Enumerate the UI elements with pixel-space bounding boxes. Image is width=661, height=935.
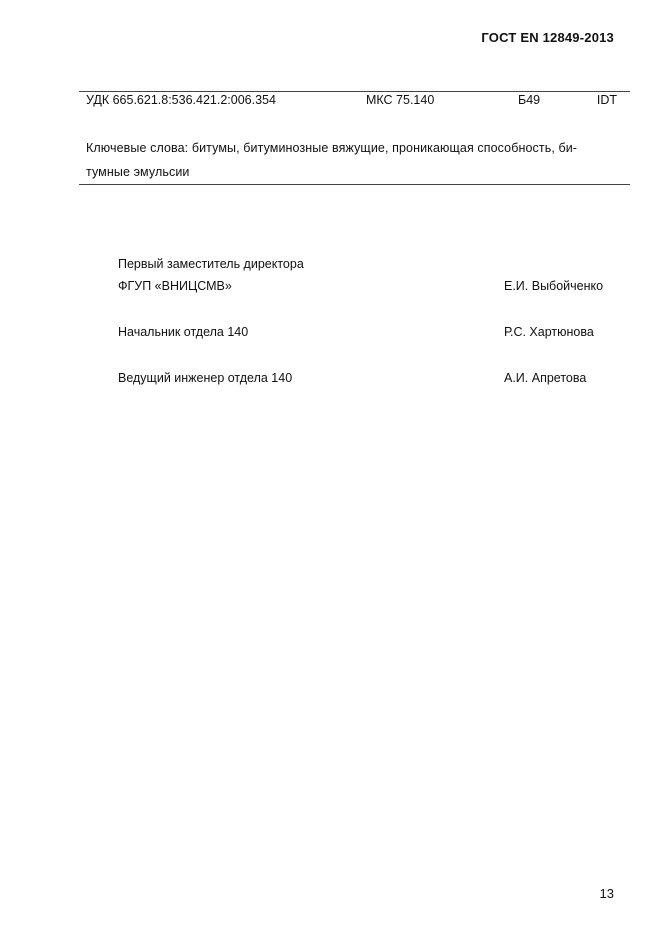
- page-number: 13: [599, 886, 614, 901]
- standard-code: ГОСТ EN 12849-2013: [481, 30, 614, 45]
- signature-row: [118, 254, 618, 274]
- udk-code: УДК 665.621.8:536.421.2:006.354: [86, 93, 276, 107]
- group-code: Б49: [518, 93, 541, 107]
- signature-name: А.И. Апретова: [504, 371, 587, 385]
- keywords-line-1: Ключевые слова: битумы, битуминозные вяжущие, проникающая способность, би-: [86, 141, 578, 155]
- signature-title: Начальник отдела 140: [118, 325, 249, 339]
- signature-name: Р.С. Хартюнова: [504, 325, 594, 339]
- keywords-line-2: тумные эмульсии: [86, 165, 190, 179]
- bottom-rule: [79, 184, 630, 185]
- signature-row: [118, 322, 618, 342]
- idt-label: IDT: [596, 93, 617, 107]
- signature-row: [118, 368, 618, 388]
- keywords-block: [86, 136, 611, 184]
- signature-name: Е.И. Выбойченко: [504, 279, 604, 293]
- signature-title: Первый заместитель директора: [118, 257, 304, 271]
- classification-row: [86, 93, 617, 109]
- mks-code: МКС 75.140: [366, 93, 435, 107]
- signature-organization: ФГУП «ВНИЦСМВ»: [118, 279, 232, 293]
- signature-title: Ведущий инженер отдела 140: [118, 371, 293, 385]
- top-rule: [79, 91, 630, 92]
- signature-row: [118, 276, 618, 296]
